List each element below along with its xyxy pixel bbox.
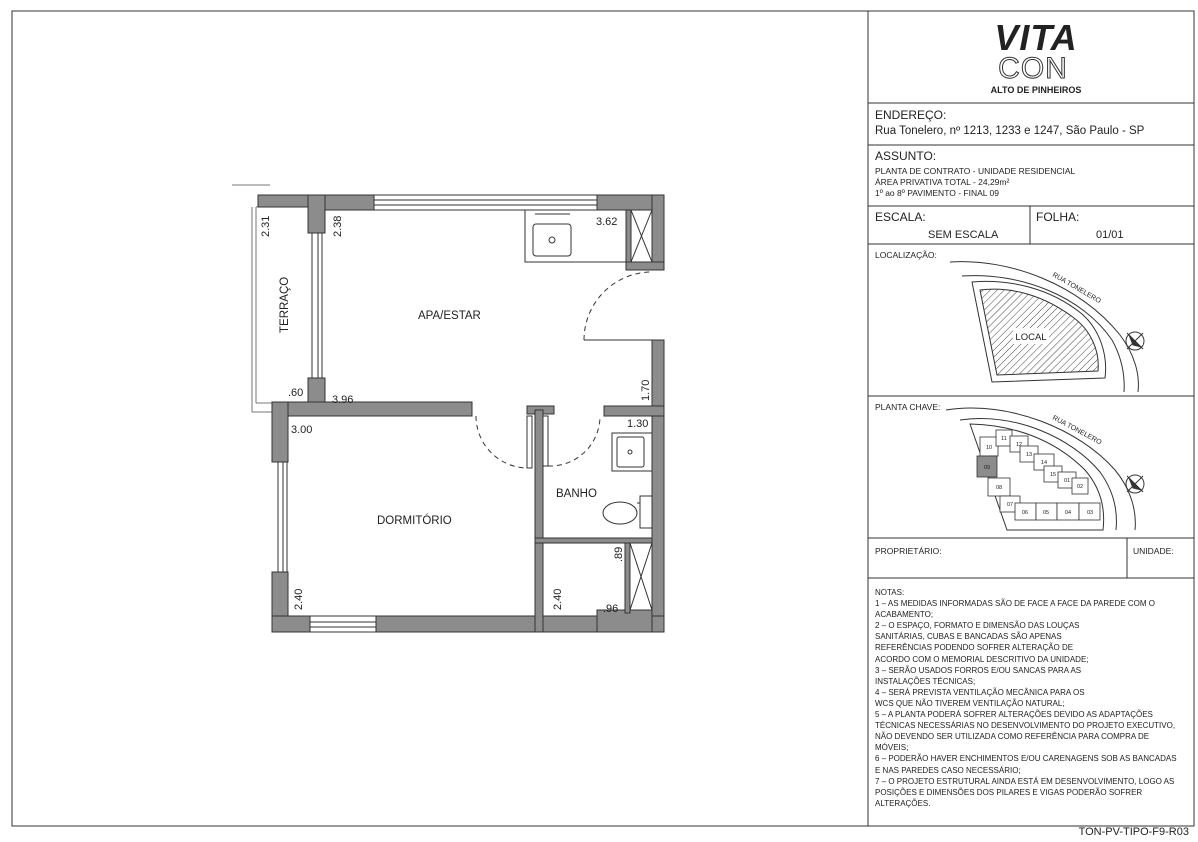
dim-shaft-height: .89 (613, 546, 625, 562)
notes-label: NOTAS: (875, 588, 905, 597)
key-unit-03: 03 (1086, 510, 1094, 516)
scale-value: SEM ESCALA (928, 229, 999, 241)
note-line: NÃO DEVENDO SER UTILIZADA COMO REFERÊNCIA PARA COMPRA DE (875, 732, 1150, 742)
note-line: ACABAMENTO; (875, 610, 934, 620)
logo-line1: VITA (994, 17, 1078, 58)
dim-shaft-width: .96 (603, 603, 619, 615)
key-plan-north-arrow-icon (1126, 475, 1144, 493)
walls (258, 195, 664, 632)
dim-terrace-height: 2.31 (260, 215, 272, 237)
sheet-value: 01/01 (1096, 229, 1124, 241)
room-label-bathroom: BANHO (556, 488, 597, 500)
note-line: 7 – O PROJETO ESTRUTURAL AINDA ESTÁ EM DESENVOLVIMENTO, LOGO AS (875, 776, 1175, 786)
location-label: LOCALIZAÇÃO: (875, 250, 937, 260)
note-line: INSTALAÇÕES TÉCNICAS; (875, 676, 976, 686)
subject-label: ASSUNTO: (875, 149, 937, 163)
note-line: ACORDO COM O MEMORIAL DESCRITIVO DA UNIDADE; (875, 654, 1089, 664)
logo-line3: ALTO DE PINHEIROS (990, 85, 1082, 95)
key-plan-units (977, 430, 1100, 520)
room-label-living: APA/ESTAR (418, 310, 481, 322)
subject-line: ÁREA PRIVATIVA TOTAL - 24,29m² (875, 177, 1010, 187)
bathroom-fixtures (603, 433, 652, 528)
key-unit-10: 10 (985, 445, 993, 451)
note-line: 4 – SERÁ PREVISTA VENTILAÇÃO MECÂNICA PARA OS (875, 687, 1085, 697)
bathroom-door (543, 416, 600, 466)
note-line: MÓVEIS; (875, 743, 909, 753)
note-line: 6 – PODERÃO HAVER ENCHIMENTOS E/OU CARENAGENS SOB AS BANCADAS (875, 754, 1177, 764)
note-line: 2 – O ESPAÇO, FORMATO E DIMENSÃO DAS LOUÇAS (875, 621, 1080, 631)
dim-living-width: 3.96 (332, 394, 354, 406)
bedroom-door (476, 416, 532, 468)
key-unit-07: 07 (1006, 502, 1014, 508)
location-street-label: RUA TONELERO (1051, 271, 1102, 306)
logo-line2: CON (998, 52, 1068, 85)
key-unit-02: 02 (1076, 484, 1084, 490)
note-line: WCS QUE NÃO TIVEREM VENTILAÇÃO NATURAL; (875, 698, 1065, 708)
dim-bedroom-width: 3.00 (291, 424, 313, 436)
key-unit-09: 09 (983, 465, 991, 471)
dim-bedroom-height: 2.40 (293, 588, 305, 610)
sheet-label: FOLHA: (1036, 210, 1080, 224)
location-local-tag: LOCAL (1015, 332, 1047, 343)
room-label-bedroom: DORMITÓRIO (377, 515, 452, 527)
note-line: 5 – A PLANTA PODERÁ SOFRER ALTERAÇÕES DEVIDO AS ADAPTAÇÕES (875, 710, 1153, 720)
address-value: Rua Tonelero, nº 1213, 1233 e 1247, São Paulo - SP (875, 125, 1145, 137)
key-unit-04: 04 (1064, 510, 1072, 516)
logo (991, 17, 1082, 95)
key-unit-01: 01 (1063, 478, 1071, 484)
key-plan-street-label: RUA TONELERO (1051, 414, 1103, 447)
key-unit-14: 14 (1040, 460, 1048, 466)
dim-bath-width: 1.30 (627, 418, 649, 430)
dim-kitchen-width: 3.62 (596, 216, 618, 228)
note-line: POSIÇÕES E DIMENSÕES DOS PILARES E VIGAS PODERÃO SOFRER (875, 787, 1143, 797)
key-unit-12: 12 (1015, 442, 1023, 448)
address-label: ENDEREÇO: (875, 108, 947, 122)
key-unit-08: 08 (995, 485, 1003, 491)
note-line: REFERÊNCIAS PODENDO SOFRER ALTERAÇÃO DE (875, 643, 1074, 653)
key-plan-label: PLANTA CHAVE: (875, 402, 941, 412)
key-unit-05: 05 (1042, 510, 1050, 516)
note-line: ALTERAÇÕES. (875, 798, 931, 808)
dim-service-height: 2.40 (552, 588, 564, 610)
dim-terrace-width: .60 (288, 387, 304, 399)
room-label-terrace: TERRAÇO (279, 276, 291, 333)
drawing-code: TON-PV-TIPO-F9-R03 (1078, 826, 1189, 838)
entrance-door (584, 272, 652, 340)
key-unit-11: 11 (1001, 436, 1007, 442)
scale-label: ESCALA: (875, 210, 926, 224)
note-line: 3 – SERÃO USADOS FORROS E/OU SANCAS PARA AS (875, 665, 1082, 675)
note-line: SANITÁRIAS, CUBAS E BANCADAS SÃO APENAS (875, 632, 1062, 642)
key-unit-06: 06 (1021, 510, 1029, 516)
north-arrow-icon (1126, 332, 1144, 350)
dim-corridor: 1.70 (640, 379, 652, 401)
note-line: TÉCNICAS NECESSÁRIAS NO DESENVOLVIMENTO DO PROJETO EXECUTIVO, (875, 721, 1176, 731)
location-map (950, 262, 1144, 392)
key-unit-15: 15 (1049, 472, 1057, 478)
subject-line: PLANTA DE CONTRATO - UNIDADE RESIDENCIAL (875, 166, 1076, 176)
floor-plan (232, 185, 664, 632)
note-line: 1 – AS MEDIDAS INFORMADAS SÃO DE FACE A FACE DA PAREDE COM O (875, 599, 1155, 609)
dim-living-left: 2.38 (332, 215, 344, 237)
notes-block (875, 587, 1193, 809)
owner-label: PROPRIETÁRIO: (875, 546, 942, 556)
key-unit-13: 13 (1025, 452, 1033, 458)
key-plan (946, 408, 1144, 530)
subject-line: 1º ao 8º PAVIMENTO - FINAL 09 (875, 188, 999, 198)
subject-block (875, 166, 1075, 199)
unit-label: UNIDADE: (1133, 546, 1174, 556)
note-line: E NAS PAREDES CASO NECESSÁRIO; (875, 765, 1021, 775)
